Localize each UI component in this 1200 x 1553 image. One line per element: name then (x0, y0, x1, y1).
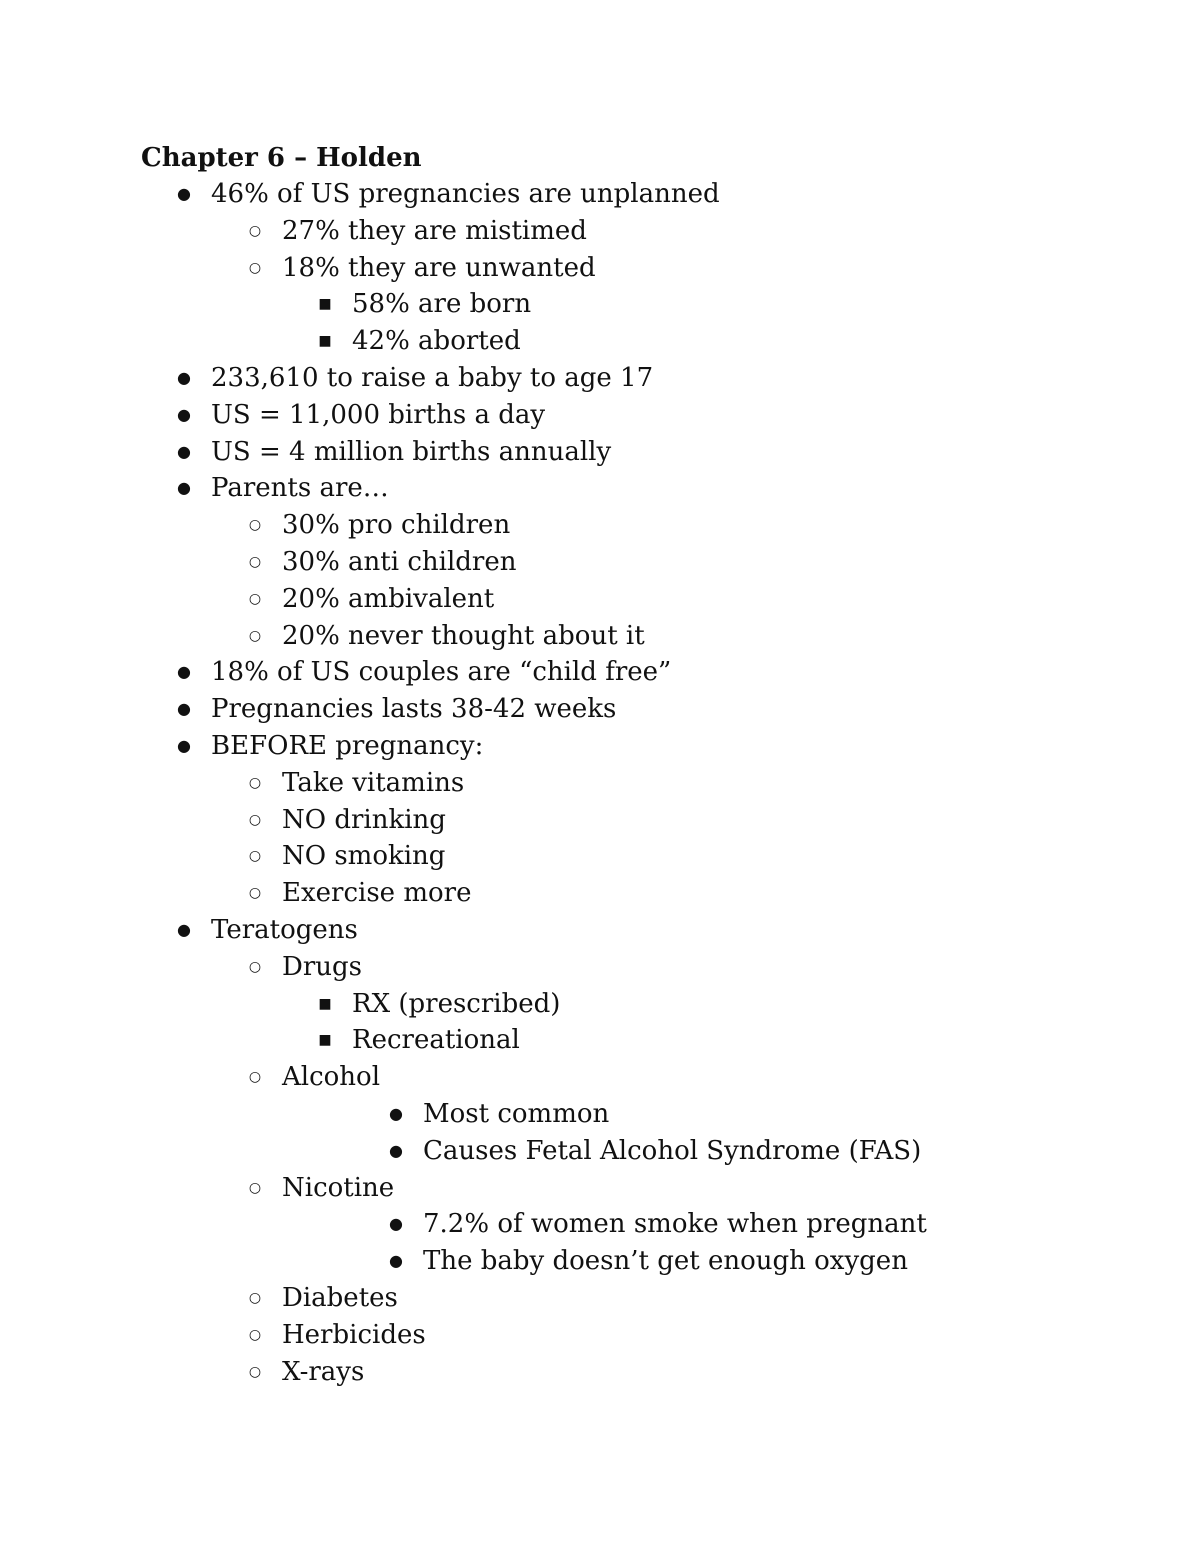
circle-bullet-icon: ○ (248, 517, 262, 534)
document-title: Chapter 6 – Holden (141, 143, 422, 173)
disc-bullet-icon: ● (177, 736, 191, 755)
list-item-text: Alcohol (282, 1062, 381, 1093)
list-item-text: Parents are… (211, 473, 389, 504)
list-item-text: 233,610 to raise a baby to age 17 (211, 363, 654, 393)
disc-bullet-icon: ● (389, 1251, 403, 1271)
square-bullet-icon: ■ (318, 333, 332, 350)
disc-bullet-icon: ● (177, 368, 191, 387)
circle-bullet-icon: ○ (248, 1069, 262, 1086)
list-item-text: 7.2% of women smoke when pregnant (423, 1209, 927, 1240)
list-item-text: Herbicides (282, 1319, 426, 1350)
list-item-text: 46% of US pregnancies are unplanned (211, 179, 720, 209)
list-item-text: Teratogens (211, 915, 358, 945)
list-item-text: X-rays (282, 1356, 365, 1387)
list-item-text: Causes Fetal Alcohol Syndrome (FAS) (423, 1135, 922, 1166)
list-item-text: 18% of US couples are “child free” (211, 657, 672, 688)
list-item-text: US = 4 million births annually (211, 436, 612, 467)
disc-bullet-icon: ● (389, 1214, 403, 1234)
circle-bullet-icon: ○ (248, 590, 262, 607)
disc-bullet-icon: ● (177, 478, 191, 498)
circle-bullet-icon: ○ (248, 627, 262, 644)
list-item-text: Pregnancies lasts 38-42 weeks (211, 694, 617, 725)
circle-bullet-icon: ○ (248, 1290, 262, 1306)
list-item-text: Exercise more (282, 878, 472, 909)
list-item-text: 30% anti children (282, 547, 517, 577)
list-item-text: 20% never thought about it (282, 620, 645, 651)
list-item-text: 42% aborted (352, 326, 521, 357)
circle-bullet-icon: ○ (248, 811, 262, 828)
disc-bullet-icon: ● (177, 184, 191, 203)
disc-bullet-icon: ● (389, 1140, 403, 1160)
list-item-text: Take vitamins (282, 767, 465, 798)
circle-bullet-icon: ○ (248, 885, 262, 902)
circle-bullet-icon: ○ (248, 222, 262, 239)
list-item-text: The baby doesn’t get enough oxygen (423, 1246, 908, 1277)
list-item-text: 27% they are mistimed (282, 215, 587, 246)
disc-bullet-icon: ● (177, 404, 191, 424)
disc-bullet-icon: ● (177, 920, 191, 939)
circle-bullet-icon: ○ (248, 259, 262, 276)
circle-bullet-icon: ○ (248, 1363, 262, 1380)
disc-bullet-icon: ● (177, 662, 191, 682)
list-item-text: 20% ambivalent (282, 583, 495, 614)
list-item-text: RX (prescribed) (352, 988, 561, 1019)
square-bullet-icon: ■ (318, 1032, 332, 1049)
list-item-text: Drugs (282, 951, 363, 982)
list-item-text: NO drinking (282, 804, 446, 835)
list-item-text: BEFORE pregnancy: (211, 731, 484, 761)
circle-bullet-icon: ○ (248, 848, 262, 865)
list-item-text: Most common (423, 1099, 610, 1129)
circle-bullet-icon: ○ (248, 554, 262, 570)
list-item-text: Nicotine (282, 1172, 395, 1203)
list-item-text: 58% are born (352, 289, 532, 320)
circle-bullet-icon: ○ (248, 774, 262, 791)
disc-bullet-icon: ● (177, 441, 191, 461)
list-item-text: 18% they are unwanted (282, 252, 596, 283)
disc-bullet-icon: ● (389, 1104, 403, 1123)
circle-bullet-icon: ○ (248, 1326, 262, 1343)
list-item-text: 30% pro children (282, 510, 511, 541)
square-bullet-icon: ■ (318, 296, 332, 313)
list-item-text: US = 11,000 births a day (211, 399, 546, 430)
circle-bullet-icon: ○ (248, 958, 262, 975)
list-item-text: Recreational (352, 1025, 520, 1056)
list-item-text: NO smoking (282, 841, 446, 872)
square-bullet-icon: ■ (318, 995, 332, 1012)
circle-bullet-icon: ○ (248, 1179, 262, 1196)
disc-bullet-icon: ● (177, 699, 191, 719)
list-item-text: Diabetes (282, 1283, 398, 1313)
